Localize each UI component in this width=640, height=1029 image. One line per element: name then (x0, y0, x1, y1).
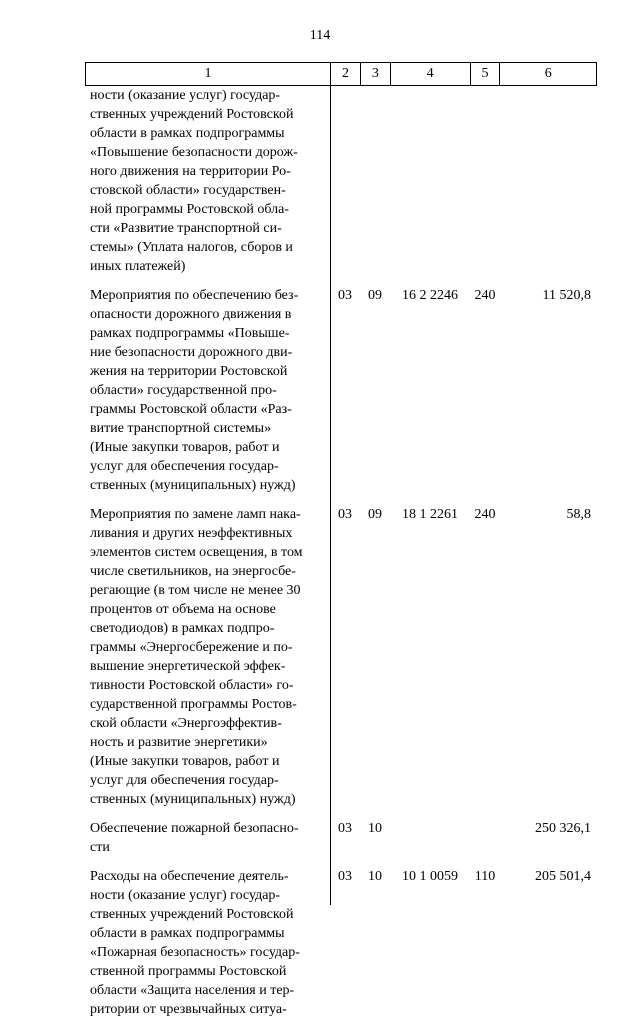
expense-type-code: 240 (474, 507, 496, 522)
description-line: Расходы на обеспечение деятель- (90, 869, 289, 884)
description-line: опасности дорожного движения в (90, 307, 292, 322)
description-line: услуг для обеспечения государ- (90, 773, 279, 788)
description-line: иных платежей) (90, 259, 186, 274)
table-row (85, 86, 597, 276)
description-line: ние безопасности дорожного дви- (90, 345, 293, 360)
table-row (85, 867, 597, 1019)
description-line: сударственной программы Ростов- (90, 697, 297, 712)
table-row (85, 286, 597, 495)
amount (500, 86, 597, 276)
description-line: стовской области» государствен- (90, 183, 286, 198)
expense-type-code (470, 819, 500, 857)
subsection-code (360, 86, 390, 276)
description-line: (Иные закупки товаров, работ и (90, 754, 280, 769)
amount: 11 520,8 (542, 288, 591, 303)
description-line: Обеспечение пожарной безопасно- (90, 821, 299, 836)
description-line: «Повышение безопасности дорож- (90, 145, 298, 160)
section-code: 03 (338, 869, 352, 884)
row-description (85, 867, 330, 1019)
description-line: Мероприятия по замене ламп нака- (90, 507, 301, 522)
subsection-code: 09 (368, 507, 382, 522)
description-line: ственной программы Ростовской (90, 964, 287, 979)
description-line: ственных (муниципальных) нужд) (90, 478, 296, 493)
section-code (330, 86, 360, 276)
section-code: 03 (338, 507, 352, 522)
section-code: 03 (338, 821, 352, 836)
description-line: граммы Ростовской области «Раз- (90, 402, 292, 417)
row-description (85, 505, 330, 809)
description-line: ритории от чрезвычайных ситуа- (90, 1002, 287, 1017)
header-col-6: 6 (499, 63, 596, 85)
description-line: (Иные закупки товаров, работ и (90, 440, 280, 455)
description-line: стемы» (Уплата налогов, сборов и (90, 240, 293, 255)
description-line: области в рамках подпрограммы (90, 926, 285, 941)
expense-type-code: 110 (474, 869, 496, 884)
amount: 250 326,1 (535, 821, 591, 836)
description-line: регающие (в том числе не менее 30 (90, 583, 301, 598)
target-article-code (390, 819, 470, 857)
expense-type-code (470, 86, 500, 276)
table-header (85, 62, 597, 86)
description-line: витие транспортной системы» (90, 421, 272, 436)
expense-type-code: 240 (474, 288, 496, 303)
description-line: услуг для обеспечения государ- (90, 459, 279, 474)
description-line: ственных (муниципальных) нужд) (90, 792, 296, 807)
subsection-code: 10 (368, 821, 382, 836)
description-line: вышение энергетической эффек- (90, 659, 286, 674)
description-line: граммы «Энергосбережение и по- (90, 640, 293, 655)
target-article-code: 10 1 0059 (402, 869, 458, 884)
section-code: 03 (338, 288, 352, 303)
description-line: ственных учреждений Ростовской (90, 107, 294, 122)
target-article-code: 18 1 2261 (402, 507, 458, 522)
description-line: ность и развитие энергетики» (90, 735, 268, 750)
description-line: ливания и других неэффективных (90, 526, 293, 541)
amount: 58,8 (566, 507, 591, 522)
header-col-5: 5 (470, 63, 500, 85)
description-line: ской области «Энергоэффектив- (90, 716, 282, 731)
subsection-code: 10 (368, 869, 382, 884)
description-line: сти «Развитие транспортной си- (90, 221, 282, 236)
row-description (85, 819, 330, 857)
description-line: элементов систем освещения, в том (90, 545, 303, 560)
description-line: числе светильников, на энергосбе- (90, 564, 296, 579)
table-row (85, 819, 597, 857)
header-col-2: 2 (330, 63, 360, 85)
description-line: сти (90, 840, 110, 855)
subsection-code: 09 (368, 288, 382, 303)
description-line: области «Защита населения и тер- (90, 983, 295, 998)
description-line: рамках подпрограммы «Повыше- (90, 326, 290, 341)
description-line: жения на территории Ростовской (90, 364, 288, 379)
description-line: области в рамках подпрограммы (90, 126, 285, 141)
table-row (85, 505, 597, 809)
amount: 205 501,4 (535, 869, 591, 884)
header-col-1: 1 (204, 66, 212, 81)
description-line: светодиодов) в рамках подпро- (90, 621, 275, 636)
description-line: ственных учреждений Ростовской (90, 907, 294, 922)
description-line: ной программы Ростовской обла- (90, 202, 289, 217)
description-line: тивности Ростовской области» го- (90, 678, 294, 693)
description-line: ного движения на территории Ро- (90, 164, 291, 179)
description-line: ности (оказание услуг) государ- (90, 88, 281, 103)
header-col-4: 4 (390, 63, 470, 85)
target-article-code: 16 2 2246 (402, 288, 458, 303)
table-body (85, 86, 597, 1029)
description-line: Мероприятия по обеспечению без- (90, 288, 299, 303)
description-line: ности (оказание услуг) государ- (90, 888, 281, 903)
row-description (85, 86, 330, 276)
description-line: «Пожарная безопасность» государ- (90, 945, 300, 960)
target-article-code (390, 86, 470, 276)
description-line: области» государственной про- (90, 383, 277, 398)
row-description (85, 286, 330, 495)
description-line: процентов от объема на основе (90, 602, 276, 617)
header-col-3: 3 (360, 63, 390, 85)
page-number: 114 (309, 28, 331, 43)
